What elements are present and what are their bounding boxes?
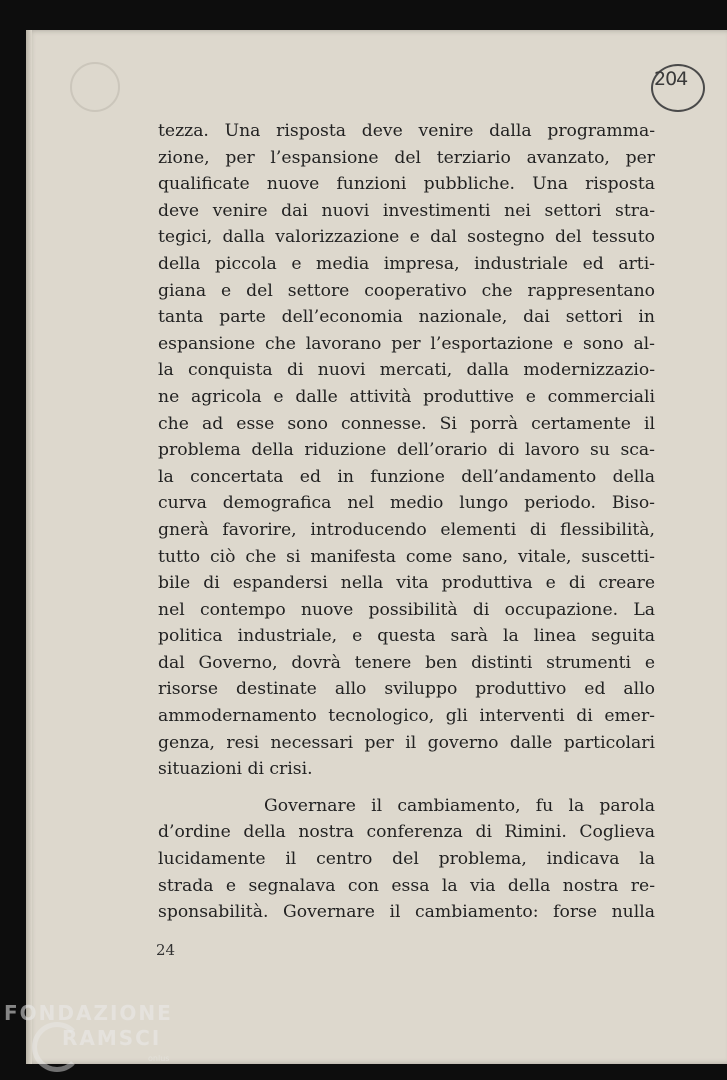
text-line: dal Governo, dovrà tenere ben distinti strumenti e xyxy=(158,652,655,673)
text-line: genza, resi necessari per il governo dalle particolari xyxy=(158,732,655,753)
text-line: ammodernamento tecnologico, gli interventi di emer- xyxy=(158,706,655,727)
text-line: tezza. Una risposta deve venire dalla programma- xyxy=(158,121,655,141)
text-line: della piccola e media impresa, industriale ed arti- xyxy=(158,253,655,274)
text-line: curva demografica nel medio lungo periodo. Biso- xyxy=(158,493,655,514)
text-line: problema della riduzione dell’orario di lavoro su sca- xyxy=(158,440,655,461)
text-line: risorse destinate allo sviluppo produttivo ed allo xyxy=(158,679,655,700)
text-line: la conquista di nuovi mercati, dalla modernizzazio- xyxy=(158,360,655,381)
text-line: zione, per l’espansione del terziario avanzato, per xyxy=(158,147,655,168)
text-line: d’ordine della nostra conferenza di Rimini. Coglieva xyxy=(158,822,655,843)
text-line: nel contempo nuove possibilità di occupazione. La xyxy=(158,599,655,620)
text-line: la concertata ed in funzione dell’andamento della xyxy=(158,466,655,487)
watermark-small: onlus xyxy=(148,1054,170,1063)
page-number: 24 xyxy=(156,941,176,959)
text-line: tanta parte dell’economia nazionale, dai settori in xyxy=(158,307,655,328)
text-line: deve venire dai nuovi investimenti nei settori stra- xyxy=(158,200,655,221)
text-line: sponsabilità. Governare il cambiamento: forse nulla xyxy=(158,902,655,923)
text-line: che ad esse sono connesse. Si porrà certamente il xyxy=(158,413,655,434)
text-line: giana e del settore cooperativo che rappresentano xyxy=(158,280,655,301)
text-line: bile di espandersi nella vita produttiva e di creare xyxy=(158,573,655,594)
body-text xyxy=(158,118,655,926)
text-line: tegici, dalla valorizzazione e dal sostegno del tessuto xyxy=(158,227,655,248)
text-line: situazioni di crisi. xyxy=(158,759,313,780)
text-line: politica industriale, e questa sarà la linea seguita xyxy=(158,626,655,647)
text-line: qualificate nuove funzioni pubbliche. Una risposta xyxy=(158,174,655,195)
text-line: lucidamente il centro del problema, indicava la xyxy=(158,849,655,870)
handwritten-folio-number: 204 xyxy=(654,68,688,90)
text-line: Governare il cambiamento, fu la parola xyxy=(264,795,655,816)
text-line: espansione che lavorano per l’esportazione e sono al- xyxy=(158,333,655,354)
watermark-line1: FONDAZIONE xyxy=(4,1001,173,1025)
faint-stamp xyxy=(70,62,120,112)
text-line: gnerà favorire, introducendo elementi di flessibilità, xyxy=(158,519,655,540)
watermark-line2: RAMSCI xyxy=(62,1026,162,1050)
text-line: tutto ciò che si manifesta come sano, vitale, suscetti- xyxy=(158,546,655,567)
text-line: ne agricola e dalle attività produttive e commerciali xyxy=(158,386,655,407)
text-line: strada e segnalava con essa la via della nostra re- xyxy=(158,875,655,896)
page-gutter-shadow xyxy=(26,30,32,1064)
paragraph-gap xyxy=(158,783,655,793)
